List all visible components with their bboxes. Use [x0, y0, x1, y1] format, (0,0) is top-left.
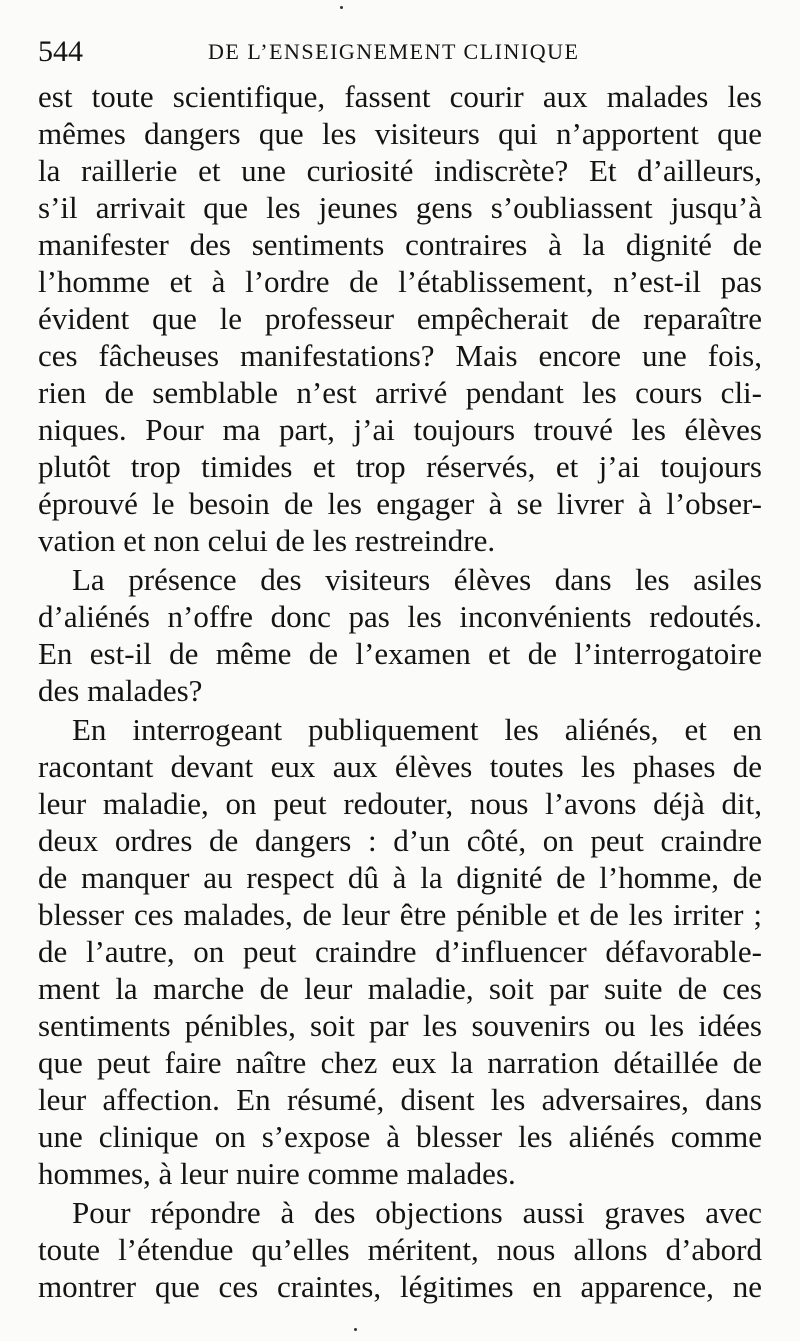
text-line: niques. Pour ma part, j’ai toujours trouvé les élèves [38, 412, 762, 447]
text-line: plutôt trop timides et trop réservés, et j’ai toujours [38, 449, 762, 484]
body-text [38, 78, 762, 1305]
text-line: racontant devant eux aux élèves toutes les phases de [38, 749, 762, 784]
text-line: rien de semblable n’est arrivé pendant les cours cli- [38, 375, 762, 410]
text-line: mêmes dangers que les visiteurs qui n’apportent que [38, 116, 762, 151]
page-number: 544 [38, 35, 83, 68]
print-speck [340, 6, 343, 9]
running-head: DE L’ENSEIGNEMENT CLINIQUE [208, 39, 580, 64]
text-line: ces fâcheuses manifestations? Mais encore une fois, [38, 338, 762, 373]
text-line: manifester des sentiments contraires à la dignité de [38, 227, 762, 262]
text-line: sentiments pénibles, soit par les souvenirs ou les idées [38, 1008, 762, 1043]
text-line: éprouvé le besoin de les engager à se livrer à l’obser- [38, 486, 762, 521]
paragraph-start-line: En interrogeant publiquement les aliénés, et en [72, 712, 762, 747]
text-line: la raillerie et une curiosité indiscrète? Et d’ailleurs, [38, 153, 762, 188]
text-line: d’aliénés n’offre donc pas les inconvénients redoutés. [38, 599, 762, 634]
text-line: toute l’étendue qu’elles méritent, nous allons d’abord [38, 1232, 762, 1267]
text-line: blesser ces malades, de leur être pénible et de les irriter ; [38, 897, 762, 932]
paragraph-end-line: vation et non celui de les restreindre. [38, 523, 496, 558]
text-line: leur affection. En résumé, disent les adversaires, dans [38, 1082, 762, 1117]
paragraph-end-line: des malades? [38, 673, 203, 708]
page-header [38, 32, 762, 72]
paragraph-start-line: La présence des visiteurs élèves dans les asiles [72, 562, 762, 597]
paragraph-start-line: Pour répondre à des objections aussi graves avec [72, 1195, 762, 1230]
print-speck [354, 1328, 357, 1331]
text-line: de manquer au respect dû à la dignité de l’homme, de [38, 860, 762, 895]
text-line: leur maladie, on peut redouter, nous l’avons déjà dit, [38, 786, 762, 821]
text-line: est toute scientifique, fassent courir aux malades les [38, 79, 762, 114]
paragraph-end-line: hommes, à leur nuire comme malades. [38, 1156, 516, 1191]
text-line: ment la marche de leur maladie, soit par suite de ces [38, 971, 762, 1006]
text-line: En est-il de même de l’examen et de l’interrogatoire [38, 636, 762, 671]
text-line: s’il arrivait que les jeunes gens s’oubliassent jusqu’à [38, 190, 762, 225]
text-line: montrer que ces craintes, légitimes en apparence, ne [38, 1269, 762, 1304]
text-line: l’homme et à l’ordre de l’établissement, n’est-il pas [38, 264, 762, 299]
text-line: que peut faire naître chez eux la narration détaillée de [38, 1045, 762, 1080]
text-line: évident que le professeur empêcherait de reparaître [38, 301, 762, 336]
text-line: deux ordres de dangers : d’un côté, on peut craindre [38, 823, 762, 858]
text-line: une clinique on s’expose à blesser les aliénés comme [38, 1119, 762, 1154]
text-line: de l’autre, on peut craindre d’influencer défavorable- [38, 934, 762, 969]
